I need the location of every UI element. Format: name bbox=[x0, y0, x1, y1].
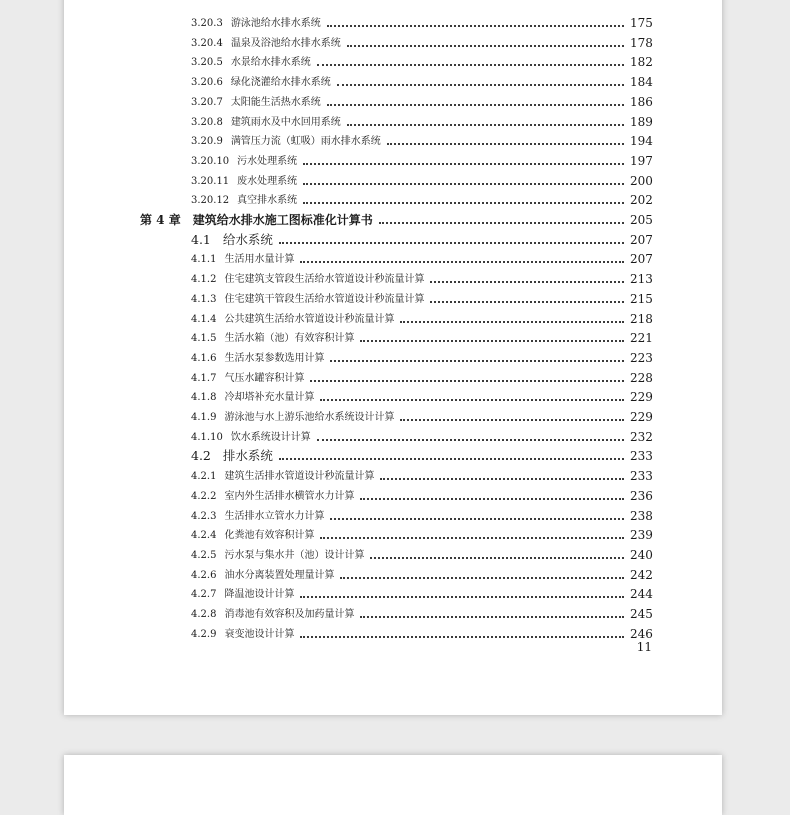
toc-entry-title: 排水系统 bbox=[222, 448, 273, 464]
toc-entry-title: 温泉及浴池给水排水系统 bbox=[230, 37, 341, 49]
toc-entry-number: 3.20.9 bbox=[191, 136, 223, 148]
toc-entry-page: 194 bbox=[630, 134, 653, 149]
toc-entry bbox=[191, 270, 652, 286]
toc-entry bbox=[191, 34, 652, 50]
toc-entry-number: 4.1.9 bbox=[191, 412, 217, 423]
toc-entry-number: 4.2.1 bbox=[191, 471, 217, 483]
toc-entry-page: 240 bbox=[630, 547, 653, 562]
toc-entry-page: 233 bbox=[630, 449, 653, 464]
toc-entry-number: 3.20.3 bbox=[191, 18, 223, 29]
toc-entry-page: 184 bbox=[630, 75, 653, 90]
toc-entry-title: 污水泵与集水井（池）设计计算 bbox=[224, 549, 365, 561]
toc-entry-page: 215 bbox=[630, 291, 653, 306]
toc-entry-page: 229 bbox=[630, 390, 653, 405]
toc-entry bbox=[191, 388, 652, 404]
dot-leader bbox=[303, 202, 624, 204]
toc-entry-number: 4.1.8 bbox=[191, 392, 217, 404]
toc-entry-title: 游泳池与水上游乐池给水系统设计计算 bbox=[224, 412, 395, 423]
toc-entry bbox=[191, 14, 652, 30]
toc-entry-number: 4.2.7 bbox=[191, 589, 217, 601]
toc-entry-page: 207 bbox=[630, 252, 653, 267]
toc-entry-number: 4.1.2 bbox=[191, 274, 217, 286]
toc-entry-page: 239 bbox=[630, 528, 653, 543]
toc-entry bbox=[191, 329, 652, 345]
dot-leader bbox=[360, 498, 624, 500]
toc-entry-page: 213 bbox=[630, 272, 653, 287]
toc-entry-title: 满管压力流（虹吸）雨水排水系统 bbox=[230, 136, 381, 148]
toc-entry-page: 229 bbox=[630, 410, 653, 424]
toc-entry bbox=[191, 526, 652, 542]
dot-leader bbox=[400, 321, 624, 323]
dot-leader bbox=[430, 301, 624, 303]
toc-entry-number: 4.1.7 bbox=[191, 372, 217, 384]
toc-entry-title: 降温池设计计算 bbox=[224, 589, 295, 601]
toc-entry-title: 给水系统 bbox=[222, 231, 273, 247]
toc-entry-page: 221 bbox=[630, 331, 653, 346]
toc-entry-title: 绿化浇灌给水排水系统 bbox=[230, 77, 331, 89]
toc-entry-page: 223 bbox=[630, 350, 653, 365]
toc-entry-page: 207 bbox=[630, 232, 653, 247]
toc-entry bbox=[191, 625, 652, 641]
toc-entry-title: 污水处理系统 bbox=[237, 155, 298, 167]
toc-entry-number: 4.2.3 bbox=[191, 510, 217, 522]
toc-entry-title: 室内外生活排水横管水力计算 bbox=[224, 490, 355, 502]
dot-leader bbox=[337, 84, 624, 86]
toc-entry bbox=[191, 172, 652, 188]
dot-leader bbox=[370, 557, 624, 559]
toc-entry-title: 住宅建筑干管段生活给水管道设计秒流量计算 bbox=[224, 293, 425, 305]
toc-entry bbox=[191, 290, 652, 306]
toc-entry-title: 冷却塔补充水量计算 bbox=[224, 392, 315, 404]
toc-entry bbox=[191, 566, 652, 582]
toc-entry-title: 生活用水量计算 bbox=[224, 254, 295, 266]
toc-entry bbox=[191, 191, 652, 207]
dot-leader bbox=[320, 399, 624, 401]
toc-entry-page: 232 bbox=[630, 429, 653, 444]
toc-entry-title: 化粪池有效容积计算 bbox=[224, 530, 315, 542]
document-page bbox=[64, 0, 722, 715]
toc-entry-number: 4.2 bbox=[191, 448, 211, 464]
toc-entry-title: 消毒池有效容积及加药量计算 bbox=[224, 609, 355, 620]
toc-entry-number: 3.20.7 bbox=[191, 96, 223, 108]
next-document-page bbox=[64, 755, 722, 815]
toc-entry-number: 4.1 bbox=[191, 231, 211, 247]
toc-entry bbox=[191, 93, 652, 109]
toc-entry-title: 公共建筑生活给水管道设计秒流量计算 bbox=[224, 313, 395, 325]
toc-entry-page: 178 bbox=[630, 35, 653, 50]
toc-entry bbox=[191, 132, 652, 148]
dot-leader bbox=[400, 419, 624, 421]
dot-leader bbox=[317, 64, 624, 66]
toc-entry-page: 244 bbox=[630, 587, 653, 602]
toc-entry bbox=[191, 369, 652, 385]
dot-leader bbox=[379, 222, 624, 224]
toc-entry bbox=[191, 408, 652, 424]
toc-entry-number: 3.20.12 bbox=[191, 195, 230, 207]
toc-entry-number: 3.20.4 bbox=[191, 37, 223, 49]
toc-entry bbox=[191, 605, 652, 621]
toc-entry bbox=[191, 250, 652, 266]
toc-entry-title: 太阳能生活热水系统 bbox=[230, 96, 321, 108]
toc-entry-title: 废水处理系统 bbox=[237, 175, 298, 187]
toc-entry-page: 238 bbox=[630, 508, 653, 523]
dot-leader bbox=[320, 537, 624, 539]
toc-entry bbox=[191, 73, 652, 89]
page-number: 11 bbox=[636, 640, 652, 654]
toc-entry-number: 4.2.9 bbox=[191, 628, 217, 640]
dot-leader bbox=[327, 104, 624, 106]
toc-entry-title: 建筑生活排水管道设计秒流量计算 bbox=[224, 471, 375, 483]
toc-entry-number: 4.1.6 bbox=[191, 352, 217, 364]
toc-entry bbox=[191, 113, 652, 129]
dot-leader bbox=[300, 596, 624, 598]
toc-entry-page: 242 bbox=[630, 567, 653, 582]
dot-leader bbox=[347, 45, 624, 47]
toc-entry-number: 4.1.10 bbox=[191, 431, 223, 443]
toc-entry-title: 饮水系统设计计算 bbox=[230, 431, 311, 443]
toc-entry-number: 4.1.4 bbox=[191, 313, 217, 325]
toc-entry-number: 4.2.5 bbox=[191, 549, 217, 561]
toc-entry-title: 生活水箱（池）有效容积计算 bbox=[224, 333, 355, 345]
toc-entry bbox=[191, 310, 652, 326]
toc-entry-number: 4.1.1 bbox=[191, 254, 217, 266]
toc-entry-page: 175 bbox=[630, 16, 653, 30]
toc-entry-number: 4.2.6 bbox=[191, 569, 217, 581]
toc-entry-title: 住宅建筑支管段生活给水管道设计秒流量计算 bbox=[224, 274, 425, 286]
toc-entry-number: 4.2.8 bbox=[191, 609, 217, 620]
dot-leader bbox=[330, 518, 624, 520]
toc-entry-title: 生活排水立管水力计算 bbox=[224, 510, 325, 522]
toc-entry-title: 衰变池设计计算 bbox=[224, 628, 295, 640]
toc-entry-title: 气压水罐容积计算 bbox=[224, 372, 305, 384]
dot-leader bbox=[303, 163, 624, 165]
toc-entry-page: 246 bbox=[630, 626, 653, 641]
toc-entry bbox=[191, 546, 652, 562]
toc-entry-title: 建筑给水排水施工图标准化计算书 bbox=[192, 213, 373, 227]
toc-entry-number: 第 4 章 bbox=[140, 213, 181, 227]
dot-leader bbox=[430, 281, 624, 283]
toc-entry-number: 4.2.2 bbox=[191, 490, 217, 502]
dot-leader bbox=[347, 124, 624, 126]
toc-entry-page: 236 bbox=[630, 488, 653, 503]
toc-entry-page: 197 bbox=[630, 153, 653, 168]
dot-leader bbox=[327, 25, 624, 27]
toc-entry bbox=[191, 585, 652, 601]
dot-leader bbox=[279, 458, 624, 460]
dot-leader bbox=[317, 439, 624, 441]
dot-leader bbox=[300, 261, 624, 263]
dot-leader bbox=[303, 183, 624, 185]
toc-entry-number: 4.1.3 bbox=[191, 293, 217, 305]
toc-entry-number: 3.20.8 bbox=[191, 116, 223, 128]
toc-section-entry bbox=[191, 447, 652, 463]
toc-entry-title: 建筑雨水及中水回用系统 bbox=[230, 116, 341, 128]
toc-entry bbox=[191, 467, 652, 483]
toc-entry bbox=[191, 428, 652, 444]
dot-leader bbox=[340, 577, 624, 579]
toc-entry-page: 205 bbox=[630, 213, 653, 227]
toc-entry-number: 3.20.5 bbox=[191, 57, 223, 69]
toc-entry-page: 245 bbox=[630, 607, 653, 621]
toc-entry-number: 4.2.4 bbox=[191, 530, 217, 542]
toc-entry-number: 3.20.11 bbox=[191, 175, 230, 187]
toc-entry-page: 202 bbox=[630, 193, 653, 208]
toc-entry-title: 游泳池给水排水系统 bbox=[230, 18, 321, 29]
toc-entry-title: 真空排水系统 bbox=[237, 195, 298, 207]
toc-entry-page: 218 bbox=[630, 311, 653, 326]
dot-leader bbox=[360, 616, 624, 618]
toc-entry-page: 233 bbox=[630, 469, 653, 484]
dot-leader bbox=[360, 340, 624, 342]
dot-leader bbox=[387, 143, 624, 145]
toc-entry-page: 186 bbox=[630, 94, 653, 109]
toc-entry bbox=[191, 152, 652, 168]
toc-section-entry bbox=[191, 231, 652, 247]
toc-chapter-entry bbox=[140, 211, 652, 227]
toc-entry-page: 228 bbox=[630, 370, 653, 385]
toc-entry-title: 生活水泵参数选用计算 bbox=[224, 352, 325, 364]
dot-leader bbox=[300, 636, 624, 638]
toc-entry bbox=[191, 53, 652, 69]
toc-entry-title: 油水分离装置处理量计算 bbox=[224, 569, 335, 581]
toc-entry-page: 182 bbox=[630, 55, 653, 70]
toc-entry-number: 4.1.5 bbox=[191, 333, 217, 345]
toc-entry bbox=[191, 487, 652, 503]
toc-entry-number: 3.20.10 bbox=[191, 155, 230, 167]
dot-leader bbox=[310, 380, 624, 382]
toc-entry-title: 水景给水排水系统 bbox=[230, 57, 311, 69]
dot-leader bbox=[380, 478, 624, 480]
toc-entry bbox=[191, 349, 652, 365]
dot-leader bbox=[330, 360, 624, 362]
toc-entry bbox=[191, 507, 652, 523]
toc-entry-page: 189 bbox=[630, 114, 653, 129]
dot-leader bbox=[279, 242, 624, 244]
toc-entry-number: 3.20.6 bbox=[191, 77, 223, 89]
toc-entry-page: 200 bbox=[630, 173, 653, 188]
